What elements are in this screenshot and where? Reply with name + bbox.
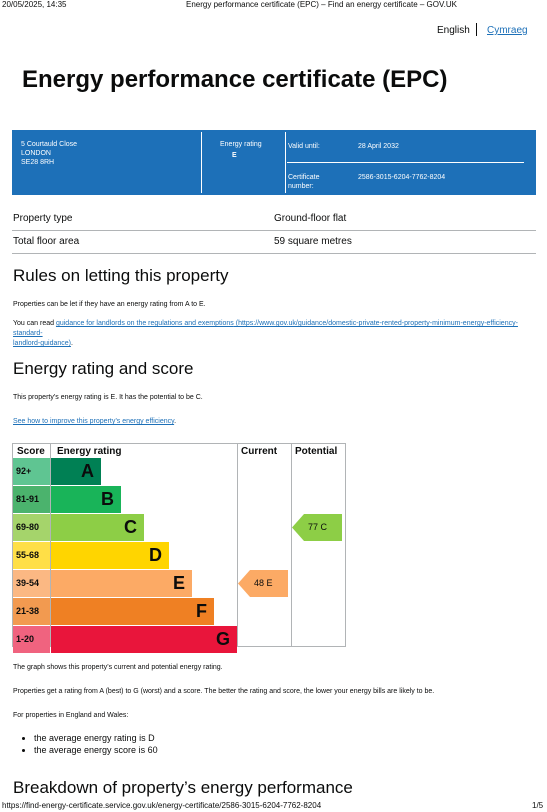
rating-bar-letter: G — [215, 629, 230, 649]
improve-efficiency-paragraph — [13, 417, 176, 427]
epc-summary-banner — [12, 130, 536, 195]
rating-bar-c — [51, 514, 144, 541]
rating-bar-e — [51, 570, 192, 597]
chart-header-current: Current — [241, 446, 278, 457]
averages-list — [13, 732, 158, 756]
score-range-d: 55-68 — [13, 542, 50, 569]
current-rating-arrow-label: 48 E — [254, 578, 273, 588]
energy-rating-chart — [12, 443, 346, 647]
rating-bar-f — [51, 598, 214, 625]
chart-header-potential: Potential — [295, 446, 338, 457]
print-url: https://find-energy-certificate.service.gov.uk/energy-certificate/2586-3015-6204-7762-8204 — [2, 801, 322, 810]
rating-bar-letter: C — [124, 517, 137, 537]
address-line-2: LONDON — [21, 150, 51, 157]
property-type-label: Property type — [13, 213, 73, 224]
rating-explanation: Properties get a rating from A (best) to G (worst) and a score. The better the rating and score, the lower your energy bills are likely to be. — [13, 688, 435, 695]
valid-until-value: 28 April 2032 — [358, 143, 399, 150]
score-range-b: 81-91 — [13, 486, 50, 513]
rules-guidance-paragraph — [13, 319, 533, 349]
potential-rating-arrow-label: 77 C — [308, 522, 328, 532]
language-welsh-link[interactable]: Cymraeg — [487, 25, 528, 36]
energy-rating-label: Energy rating — [220, 141, 262, 148]
banner-divider — [285, 132, 286, 193]
score-range-a: 92+ — [13, 458, 50, 485]
average-rating-item: • the average energy rating is D — [34, 732, 158, 744]
certificate-number-label — [288, 173, 320, 191]
landlord-guidance-link[interactable]: guidance for landlords on the regulations and exemptions — [55, 320, 234, 327]
property-type-value: Ground-floor flat — [274, 213, 347, 224]
chart-gridline — [291, 444, 292, 646]
rules-paragraph: Properties can be let if they have an energy rating from A to E. — [13, 301, 206, 308]
score-range-c: 69-80 — [13, 514, 50, 541]
landlord-guidance-url-cont[interactable]: landlord-guidance) — [13, 340, 71, 347]
property-type-row — [12, 208, 536, 231]
graph-explanation: The graph shows this property’s current and potential energy rating. — [13, 664, 223, 671]
rating-bar-letter: A — [81, 461, 94, 481]
improve-efficiency-link[interactable]: See how to improve this property’s energy efficiency — [13, 418, 175, 425]
chart-gridline — [237, 444, 238, 646]
banner-row-divider — [287, 162, 524, 163]
landlord-guidance-url[interactable]: (https://www.gov.uk/guidance/domestic-private-rented-property-minimum-energy-efficiency-standard- — [13, 320, 518, 337]
rating-bar-letter: D — [149, 545, 162, 565]
improve-full-stop: . — [174, 418, 177, 425]
certificate-number-value: 2586-3015-6204-7762-8204 — [358, 174, 446, 181]
address — [21, 140, 77, 167]
floor-area-row — [12, 231, 536, 254]
rating-bar-d — [51, 542, 169, 569]
england-wales-intro: For properties in England and Wales: — [13, 712, 129, 719]
floor-area-label: Total floor area — [13, 236, 80, 247]
page-title: Energy performance certificate (EPC) — [22, 66, 448, 93]
rating-bar-a — [51, 458, 101, 485]
score-range-e: 39-54 — [13, 570, 50, 597]
guidance-intro-text: You can read — [13, 320, 56, 327]
language-divider — [476, 23, 477, 36]
rating-bar-g — [51, 626, 237, 653]
energy-rating-heading: Energy rating and score — [13, 359, 194, 378]
chart-header-score: Score — [17, 446, 45, 457]
rating-bar-letter: F — [196, 601, 207, 621]
rules-heading: Rules on letting this property — [13, 266, 229, 285]
certificate-label-line-2: number: — [288, 183, 314, 190]
rating-bar-letter: E — [172, 573, 185, 593]
print-page-number: 1/5 — [532, 801, 544, 810]
average-score-item: • the average energy score is 60 — [34, 744, 158, 756]
certificate-label-line-1: Certificate — [288, 174, 320, 181]
rating-bar-letter: B — [101, 489, 114, 509]
address-line-1: 5 Courtauld Close — [21, 141, 78, 148]
rating-bar-b — [51, 486, 121, 513]
score-range-g: 1-20 — [13, 626, 50, 653]
print-page-title: Energy performance certificate (EPC) – Find an energy certificate – GOV.UK — [186, 0, 457, 9]
valid-until-label: Valid until: — [288, 143, 320, 150]
score-range-f: 21-38 — [13, 598, 50, 625]
address-line-3: SE28 8RH — [21, 159, 55, 166]
breakdown-heading: Breakdown of property’s energy performance — [13, 778, 353, 797]
floor-area-value: 59 square metres — [274, 236, 352, 247]
banner-divider — [201, 132, 202, 193]
chart-header-rating: Energy rating — [57, 446, 122, 457]
energy-rating-value: E — [232, 152, 237, 159]
print-date: 20/05/2025, 14:35 — [2, 0, 67, 9]
guidance-full-stop: . — [70, 340, 73, 347]
language-english: English — [437, 25, 470, 36]
rating-paragraph: This property’s energy rating is E. It has the potential to be C. — [13, 394, 203, 401]
